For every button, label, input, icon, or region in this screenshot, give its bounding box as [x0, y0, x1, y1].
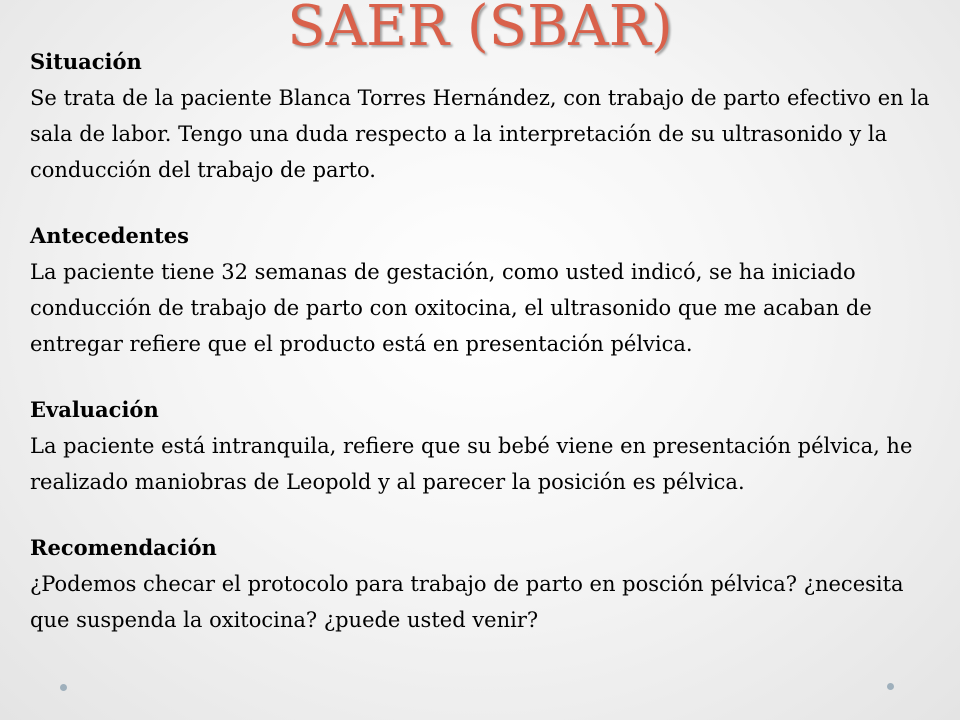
decorative-dot-icon [60, 684, 67, 691]
slide-title: SAER (SBAR) [287, 0, 673, 59]
section-heading: Antecedentes [30, 223, 189, 248]
section-body: Se trata de la paciente Blanca Torres Hernández, con trabajo de parto efectivo en la sala de labor. Tengo una duda respecto a la interpretación de su ultrasonido y la conducción del trabajo de parto. [30, 86, 930, 182]
section-heading: Evaluación [30, 397, 159, 422]
section-evaluacion [30, 392, 935, 500]
section-antecedentes [30, 218, 935, 362]
section-heading: Recomendación [30, 535, 217, 560]
section-body: ¿Podemos checar el protocolo para trabajo de parto en posción pélvica? ¿necesita que suspenda la oxitocina? ¿puede usted venir? [30, 572, 904, 632]
section-situacion [30, 44, 935, 188]
decorative-dot-icon [887, 683, 894, 690]
section-heading: Situación [30, 49, 142, 74]
section-recomendacion [30, 530, 935, 638]
section-body: La paciente tiene 32 semanas de gestación, como usted indicó, se ha iniciado conducción de trabajo de parto con oxitocina, el ultrasonido que me acaban de entregar refiere que el producto está en presentación pélvica. [30, 260, 872, 356]
slide-content [30, 44, 935, 668]
section-body: La paciente está intranquila, refiere que su bebé viene en presentación pélvica, he realizado maniobras de Leopold y al parecer la posición es pélvica. [30, 434, 913, 494]
